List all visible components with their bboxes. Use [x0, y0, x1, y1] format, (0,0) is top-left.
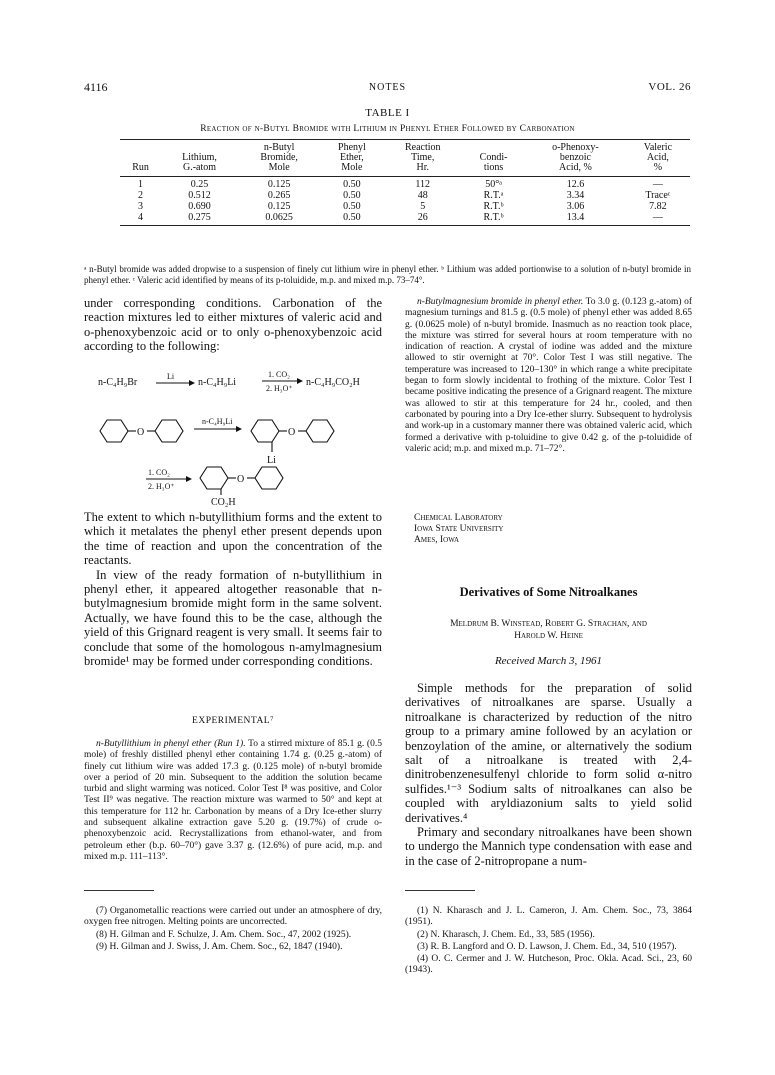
table-header-cell — [120, 140, 161, 177]
table-body — [120, 177, 690, 226]
affiliation-line-2: Iowa State University — [414, 524, 504, 534]
table-title: TABLE I — [365, 107, 410, 119]
table-header-cell — [320, 140, 383, 177]
nitroalkanes-paragraph-2: Primary and secondary nitroalkanes have been shown to undergo the Mannich type condensation with ease and in the case of 2-nitropropane a num- — [405, 825, 692, 868]
nitroalkanes-body — [405, 681, 692, 868]
carboxyl-label: CO₂H — [211, 497, 236, 507]
table-notes: ᵃ n-Butyl bromide was added dropwise to a suspension of finely cut lithium wire in phenyl ether. ᵇ Lithium was added portionwise to a solution of n-butyl bromide in phenyl ether. ᶜ Valeric acid identified by means of its p-toluidide, m.p. and mixed m.p. 73–74°. — [84, 264, 691, 285]
intro-paragraph: under corresponding conditions. Carbonation of the reaction mixtures led to either mixtures of valeric acid and o-phenoxybenzoic acid or to only o-phenoxybenzoic acid according to the following: — [84, 296, 382, 354]
grignard-experimental — [405, 297, 692, 455]
extent-paragraph: The extent to which n-butyllithium forms and the extent to which it metalates the phenyl ether present depends upon the time of reaction and upon the concentration of the reactants. — [84, 510, 382, 568]
header-line: Reaction — [404, 142, 441, 153]
header-line: benzoic — [559, 152, 591, 163]
table-header-cell — [161, 140, 238, 177]
header-line: Bromide, — [260, 152, 298, 163]
nitroalkanes-paragraph-1: Simple methods for the preparation of solid derivatives of nitroalkanes are sparse. Usually a nitroalkane is characterized by reduction of the nitro group to a primary amine followed by an acylation or benzoylation of the amine, or alternatively the sodium salt of a nitroalkane is treated with 2,4-dinitrobenzenesulfenyl chloride to form solid α-nitro sulfides.¹⁻³ Sodium salts of nitroalkanes can also be coupled with aryldiazonium salts to yield solid derivatives.⁴ — [405, 681, 692, 825]
header-line: tions — [483, 162, 504, 173]
header-line: Condi- — [479, 152, 508, 163]
footnote: (9) H. Gilman and J. Swiss, J. Am. Chem. Soc., 62, 1847 (1940). — [96, 941, 343, 952]
received-date: Received March 3, 1961 — [494, 655, 603, 667]
results-table — [120, 139, 690, 226]
scheme-line-1 — [98, 370, 360, 393]
affiliation-line-3: Ames, Iowa — [414, 535, 460, 545]
footnote: (2) N. Kharasch, J. Chem. Ed., 33, 585 (1956). — [417, 929, 595, 940]
table-row — [120, 201, 690, 212]
table-cell: 5 — [420, 201, 426, 212]
footnote: (7) Organometallic reactions were carried out under an atmosphere of dry, oxygen free nitrogen. Melting points are uncorrected. — [84, 906, 382, 928]
table-cell: R.T.ᵃ — [483, 190, 504, 201]
grignard-discussion-paragraph: In view of the ready formation of n-butyllithium in phenyl ether, it appeared altogether reasonable that n-butylmagnesium bromide might form in the same solvent. Actually, we have found this to be the case, although the yield of this Grignard reagent is very small. It seems fair to conclude that some of the homologous n-amylmagnesium bromide¹ may be formed under corresponding conditions. — [84, 567, 382, 669]
scheme-reactant: n-C₄H₉Br — [98, 377, 138, 388]
table-cell: 0.50 — [343, 179, 361, 190]
footnote: (4) O. C. Cermer and J. W. Hutcheson, Proc. Okla. Acad. Sci., 23, 60 (1943). — [405, 954, 692, 976]
footnote: (8) H. Gilman and F. Schulze, J. Am. Chem. Soc., 47, 2002 (1925). — [96, 929, 352, 940]
scheme-reagent-buli: n-C₄H₉Li — [202, 417, 233, 426]
experimental-section — [84, 739, 382, 863]
scheme-reagent-li: Li — [167, 372, 175, 381]
table-cell: 0.690 — [188, 201, 211, 212]
reaction-scheme — [84, 362, 382, 507]
table-header-row — [120, 140, 690, 177]
ether-oxygen-1: O — [137, 427, 145, 438]
volume-label: VOL. 26 — [648, 81, 691, 93]
table-cell: 0.50 — [320, 212, 383, 226]
table-cell: 0.275 — [161, 212, 238, 226]
table-cell: 0.25 — [190, 179, 209, 190]
header-line: Acid, % — [559, 162, 592, 173]
page-number: 4116 — [84, 80, 108, 94]
running-header — [84, 80, 691, 96]
footnote: (1) N. Kharasch and J. L. Cameron, J. Am. Chem. Soc., 73, 3864 (1951). — [405, 906, 692, 928]
table-cell: R.T.ᵇ — [483, 201, 504, 212]
table-cell: 2 — [138, 190, 144, 201]
table-header-cell — [626, 140, 690, 177]
footnote: (3) R. B. Langford and O. D. Lawson, J. Chem. Ed., 34, 510 (1957). — [417, 941, 677, 952]
table-cell: — — [652, 179, 663, 190]
scheme-product: n-C₄H₉CO₂H — [306, 377, 360, 388]
header-line: % — [653, 162, 663, 173]
header-line: Valeric — [643, 142, 673, 153]
header-line: o-Phenoxy- — [552, 142, 599, 153]
table-cell: 7.82 — [649, 201, 667, 212]
table-cell: R.T.ᵇ — [462, 212, 525, 226]
header-line — [122, 143, 159, 153]
scheme-cond3-bottom: 2. H₃O⁺ — [148, 482, 175, 491]
table-cell: Traceᶜ — [645, 190, 671, 201]
left-footnotes — [84, 906, 382, 954]
table-header-cell — [462, 140, 525, 177]
table-caption: Reaction of n-Butyl Bromide with Lithium in Phenyl Ether Followed by Carbonation — [200, 124, 575, 134]
section-label: NOTES — [368, 82, 407, 93]
note-title: Derivatives of Some Nitroalkanes — [459, 585, 638, 599]
scheme-cond-bottom: 2. H₃O⁺ — [266, 384, 293, 393]
table-cell: 0.125 — [267, 179, 291, 190]
header-line: Phenyl — [338, 142, 366, 153]
table-cell: 0.125 — [267, 201, 291, 212]
header-line: Mole — [268, 162, 290, 173]
header-line: Ether, — [340, 152, 364, 163]
header-line: Acid, — [646, 152, 669, 163]
right-footnotes — [405, 906, 692, 978]
scheme-cond-top: 1. CO₂ — [268, 370, 290, 379]
table-header-cell — [383, 140, 462, 177]
affiliation-line-1: Chemical Laboratory — [414, 513, 503, 523]
scheme-intermediate: n-C₄H₉Li — [198, 377, 237, 388]
header-line: Lithium, — [182, 152, 217, 163]
table-header-cell — [238, 140, 320, 177]
grignard-title: n-Butylmagnesium bromide in phenyl ether. — [417, 297, 584, 307]
table-cell: 112 — [415, 179, 431, 190]
lithium-label: Li — [267, 455, 276, 466]
table-row — [120, 212, 690, 226]
affiliation-block — [414, 513, 504, 546]
header-line: G.-atom — [182, 162, 217, 173]
table-cell: 1 — [138, 179, 144, 190]
ether-oxygen-3: O — [237, 474, 245, 485]
table-cell: 12.6 — [566, 179, 585, 190]
run1-text: To a stirred mixture of 85.1 g. (0.5 mole) of freshly distilled phenyl ether containing 1.74 g. (0.25 g.-atom) of finely cut lithium wire was added 17.3 g. (0.125 mole) of n-butyl bromide over a period of 20 min. Subsequent to the addition the solution became turbid and slight warming was noticed. Color Test I⁸ was positive, and Color Test II⁹ was negative. The reaction mixture was warmed to 50° and kept at this temperature for 112 hr. Carbonation by means of a Dry Ice-ether slurry and subsequent alkaline extraction gave 5.20 g. (19.7%) of crude o-phenoxybenzoic acid. Recrystallizations from ethanol-water, and from petroleum ether (b.p. 60–70°) gave 3.37 g. (12.6%) of pure acid, m.p. and mixed m.p. 111–113°. — [84, 739, 382, 862]
table-cell: 26 — [383, 212, 462, 226]
header-line: Time, — [411, 152, 435, 163]
table-cell: 3 — [138, 201, 144, 212]
header-line: Mole — [341, 162, 363, 173]
ether-oxygen-2: O — [288, 427, 296, 438]
table-cell: 50°ᵃ — [485, 179, 502, 190]
table-cell: 0.50 — [343, 201, 361, 212]
table-cell: 0.265 — [267, 190, 291, 201]
authors-line-2: Harold W. Heine — [514, 631, 583, 641]
scheme-cond3-top: 1. CO₂ — [148, 468, 170, 477]
table-cell: 4 — [120, 212, 161, 226]
header-line: Run — [132, 162, 149, 173]
left-column-intro — [84, 296, 382, 354]
header-line: n-Butyl — [263, 142, 295, 153]
table-cell: — — [626, 212, 690, 226]
table-cell: 0.50 — [343, 190, 361, 201]
header-line: Hr. — [416, 162, 429, 173]
grignard-text: To 3.0 g. (0.123 g.-atom) of magnesium turnings and 81.5 g. (0.5 mole) of phenyl ether was added 8.65 g. (0.0625 mole) of n-butyl bromide. Inasmuch as no reaction took place, the mixture was stirred for several hours at room temperature with no indication of reaction. A crystal of iodine was added and the mixture allowed to stir overnight at 70°. Color Test I was still negative. The temperature was increased to 120–130° in which range a white precipitate began to form slowly incidental to frothing of the mixture. Color Test I became positive indicating the presence of a Grignard reagent. The mixture was allowed to stir at this temperature for 24 hr., cooled, and then carbonated by pouring into a Dry Ice-ether slurry. Subsequent to hydrolysis and work-up in a customary manner there was obtained valeric acid, which formed a derivative with p-toluidine to give 0.42 g. of the p-toluidide of valeric acid; m.p. and mixed m.p. 71–72°. — [405, 297, 692, 454]
authors-line-1: Meldrum B. Winstead, Robert G. Strachan, and — [450, 619, 647, 629]
table-header-cell — [525, 140, 626, 177]
footnote-rule-left — [84, 890, 154, 891]
table-cell: 3.06 — [566, 201, 585, 212]
table-cell: 3.34 — [566, 190, 585, 201]
experimental-heading: EXPERIMENTAL⁷ — [192, 716, 274, 726]
left-column-body — [84, 510, 382, 668]
table-cell: 0.512 — [188, 190, 211, 201]
table-cell: 48 — [417, 190, 428, 201]
footnote-rule-right — [405, 890, 475, 891]
table-row — [120, 190, 690, 201]
table-cell: 0.0625 — [238, 212, 320, 226]
run1-title: n-Butyllithium in phenyl ether (Run 1). — [96, 739, 246, 749]
table-cell: 13.4 — [525, 212, 626, 226]
table-row — [120, 177, 690, 191]
